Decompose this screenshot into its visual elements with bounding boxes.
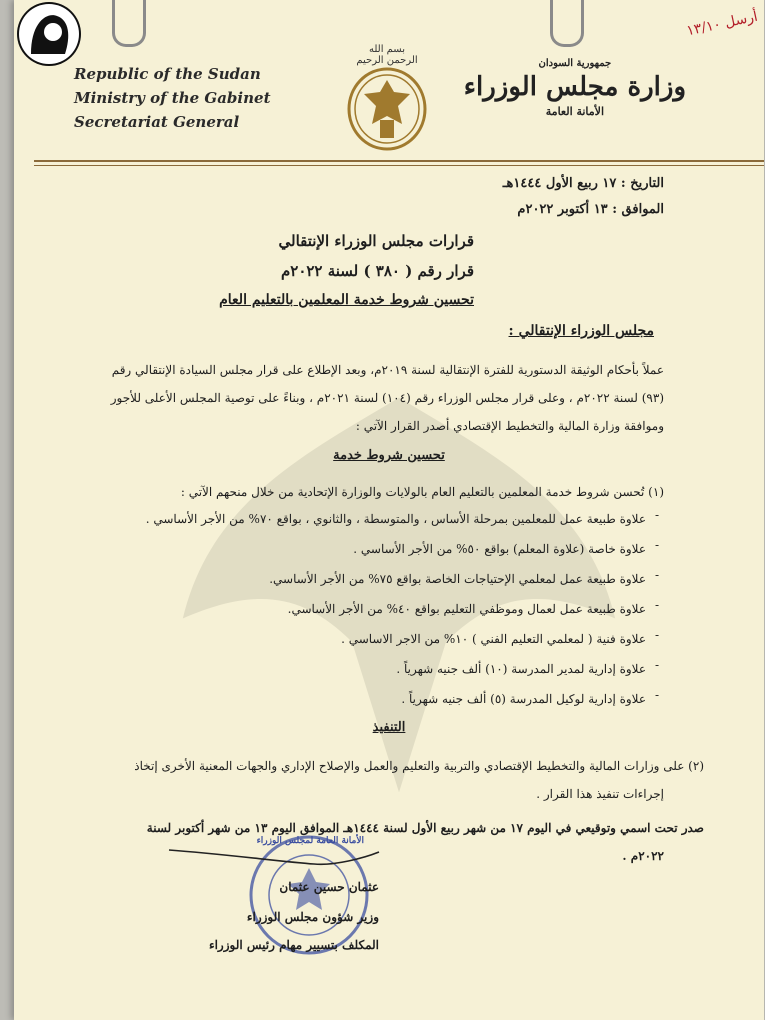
preamble-line-3: وموافقة وزارة المالية والتخطيط الإقتصادي أصدر القرار الآتي : xyxy=(355,419,664,433)
bullet: - xyxy=(654,688,659,702)
clause-2-line-1: (٢) على وزارات المالية والتخطيط الإقتصادي والتربية والتعليم والعمل والإصلاح الإداري والجهات المعنية الأخرى إتخاذ xyxy=(134,759,704,773)
english-line-secretariat: Secretariat General xyxy=(74,113,240,131)
arabic-secretariat: الأمانة العامة xyxy=(545,105,604,118)
bullet: - xyxy=(654,538,659,552)
allowance-item: علاوة طبيعة عمل للمعلمين بمرحلة الأساس ، والمتوسطة ، والثانوي ، بواقع ٧٠% من الأجر الأساسي . xyxy=(145,512,646,526)
preamble-line-2: (٩٣) لسنة ٢٠٢٢م ، وعلى قرار مجلس الوزراء رقم (١٠٤) لسنة ٢٠٢١م ، وبناءً على توصية المجلس الأعلى للأجور xyxy=(110,391,664,405)
paper-clip-right xyxy=(550,0,584,47)
bullet: - xyxy=(654,598,659,612)
english-letterhead xyxy=(74,62,271,134)
hijri-date: التاريخ : ١٧ ربيع الأول ١٤٤٤هـ xyxy=(502,176,664,191)
allowance-item: علاوة خاصة (علاوة المعلم) بواقع ٥٠% من الأجر الأساسي . xyxy=(353,542,646,556)
clause-1: (١) تُحسن شروط خدمة المعلمين بالتعليم العام بالولايات والوزارة الإتحادية من خلال منحهم الآتي : xyxy=(180,485,664,499)
bullet: - xyxy=(654,628,659,642)
decision-subject: تحسين شروط خدمة المعلمين بالتعليم العام xyxy=(219,292,474,308)
basmala: بسم الله الرحمن الرحيم xyxy=(356,44,418,66)
section-heading-execution: التنفيذ xyxy=(372,720,406,735)
allowance-item: علاوة فنية ( لمعلمي التعليم الفني ) ١٠% من الاجر الاساسي . xyxy=(341,632,646,646)
english-line-ministry: Ministry of the Gabinet xyxy=(74,89,271,107)
signatory-role-2: المكلف بتسيير مهام رئيس الوزراء xyxy=(208,938,379,952)
signature-scribble xyxy=(164,842,384,872)
section-heading-service: تحسين شروط خدمة xyxy=(333,448,445,463)
signatory-role: وزير شؤون مجلس الوزراء xyxy=(246,910,379,924)
closing-line-1: صدر تحت اسمي وتوقيعي في اليوم ١٧ من شهر ربيع الأول لسنة ١٤٤٤هـ الموافق اليوم ١٣ من شهر أكتوبر لسنة xyxy=(146,821,704,835)
sudan-emblem-icon xyxy=(344,62,430,152)
allowance-item: علاوة إدارية لمدير المدرسة (١٠) ألف جنيه شهرياً . xyxy=(396,662,646,676)
gregorian-date: الموافق : ١٣ أكتوبر ٢٠٢٢م xyxy=(517,202,664,217)
bullet: - xyxy=(654,568,659,582)
document-page xyxy=(14,0,764,1020)
clause-2-line-2: إجراءات تنفيذ هذا القرار . xyxy=(536,787,664,801)
allowance-item: علاوة إدارية لوكيل المدرسة (٥) ألف جنيه شهرياً . xyxy=(401,692,646,706)
header-divider-thin xyxy=(34,165,764,166)
addressee: مجلس الوزراء الإنتقالي : xyxy=(508,323,654,339)
arabic-letterhead xyxy=(464,58,686,118)
preamble-line-1: عملاً بأحكام الوثيقة الدستورية للفترة الإنتقالية لسنة ٢٠١٩م، وبعد الإطلاع على قرار مجلس السيادة الإنتقالي رقم xyxy=(111,363,664,377)
avatar xyxy=(17,2,81,66)
handwritten-note: أرسل ١٣/١٠ xyxy=(684,8,759,40)
arabic-republic: جمهورية السودان xyxy=(538,58,612,69)
signatory-name: عثمان حسين عثمان xyxy=(279,880,379,894)
allowance-item: علاوة طبيعة عمل لمعلمي الإحتياجات الخاصة بواقع ٧٥% من الأجر الأساسي. xyxy=(269,572,646,586)
closing-line-2: ٢٠٢٢م . xyxy=(622,849,664,863)
arabic-ministry: وزارة مجلس الوزراء xyxy=(463,72,686,102)
allowance-item: علاوة طبيعة عمل لعمال وموظفي التعليم بواقع ٤٠% من الأجر الأساسي. xyxy=(287,602,646,616)
council-title: قرارات مجلس الوزراء الإنتقالي xyxy=(278,232,474,250)
stamp-text: الأمانة العامة لمجلس الوزراء xyxy=(256,836,364,846)
bullet: - xyxy=(654,658,659,672)
english-line-republic: Republic of the Sudan xyxy=(74,65,261,83)
paper-clip-left xyxy=(112,0,146,47)
header-divider xyxy=(34,160,764,162)
decision-number: قرار رقم ( ٣٨٠ ) لسنة ٢٠٢٢م xyxy=(280,262,474,280)
bullet: - xyxy=(654,508,659,522)
